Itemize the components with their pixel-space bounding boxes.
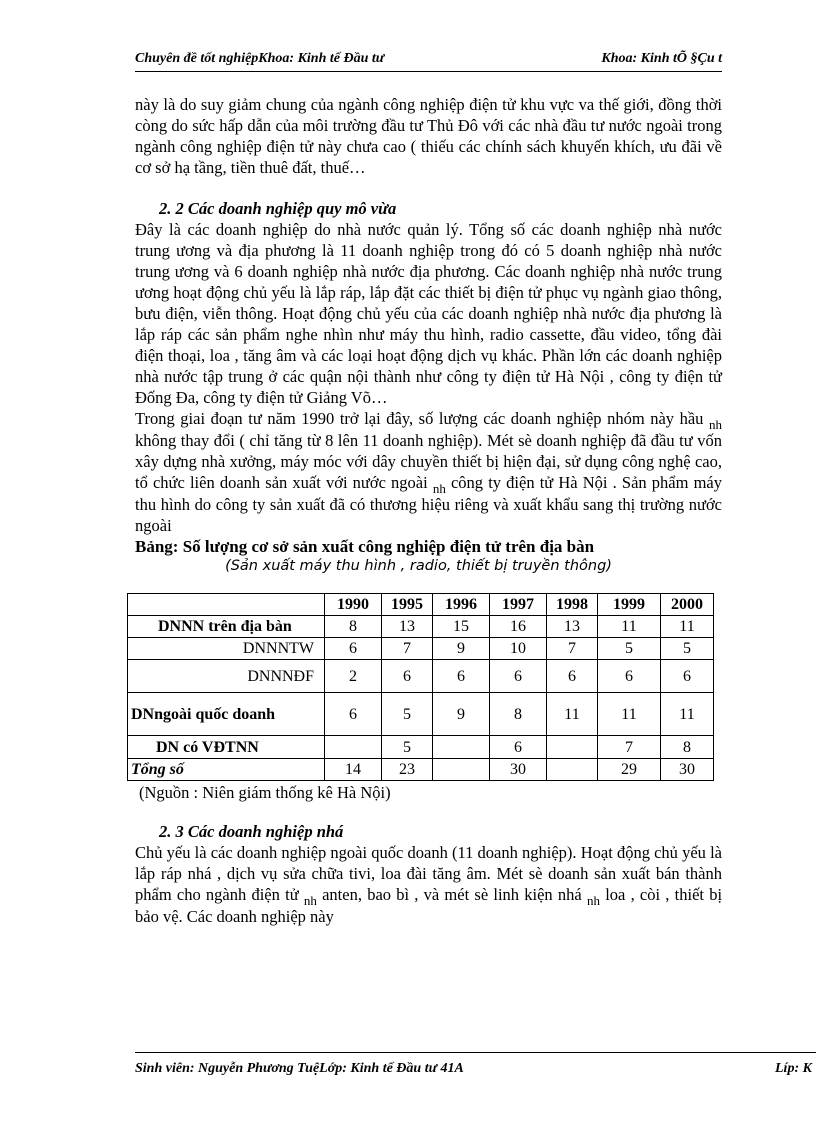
paragraph-3	[135, 408, 722, 536]
table-cell: 11	[661, 616, 714, 638]
table-cell	[547, 759, 598, 781]
year-cell: 2000	[661, 594, 714, 616]
table-cell: 9	[433, 693, 490, 736]
table-cell: 14	[325, 759, 382, 781]
paragraph-4	[135, 842, 722, 927]
table-cell: 6	[598, 660, 661, 693]
paragraph-3-part-b: không thay đổi ( chỉ tăng từ 8 lên 11 doanh nghiệp). Mét sè doanh nghiệp đã đầu tư vốn xây dựng nhà xưởng, máy móc với dây chuyền thiết bị hiện đại, sử dụng công nghệ cao, tổ chức liên doanh sản xuất với nước ngoài	[135, 431, 722, 492]
paragraph-3-sub-2: nh	[432, 481, 446, 496]
table-cell: 8	[661, 736, 714, 759]
row-label: DNNN trên địa bàn	[128, 616, 325, 638]
table-cell: 13	[547, 616, 598, 638]
table-cell: 30	[661, 759, 714, 781]
heading-2-2: 2. 2 Các doanh nghiệp quy mô vừa	[159, 199, 397, 218]
year-cell: 1996	[433, 594, 490, 616]
paragraph-4-sub-1: nh	[303, 893, 317, 908]
table-row	[128, 759, 714, 781]
heading-2-3: 2. 3 Các doanh nghiệp nhá	[159, 822, 344, 841]
row-label: DN có VĐTNN	[128, 736, 325, 759]
table-cell: 6	[433, 660, 490, 693]
table-row	[128, 660, 714, 693]
table-cell	[433, 736, 490, 759]
table-cell: 8	[490, 693, 547, 736]
row-label: Tổng số	[128, 759, 325, 781]
row-label: DNNNĐF	[128, 660, 325, 693]
table-source: (Nguồn : Niên giám thống kê Hà Nội)	[139, 783, 391, 802]
header-right: Khoa: Kinh tÕ §Çu t	[601, 51, 722, 66]
table-cell: 6	[490, 660, 547, 693]
table-cell: 11	[598, 616, 661, 638]
table-cell: 16	[490, 616, 547, 638]
table-cell: 6	[382, 660, 433, 693]
paragraph-4-part-a: Chủ yếu là các doanh nghiệp ngoài quốc doanh (11 doanh nghiệp). Hoạt động chủ yếu là lắp ráp nhá , dịch vụ sửa chữa tivi, loa đài tăng âm. Mét sè doanh sản xuất bán thành phẩm cho ngành điện tử	[135, 843, 722, 904]
table-cell: 10	[490, 638, 547, 660]
table-cell: 6	[547, 660, 598, 693]
year-cell: 1995	[382, 594, 433, 616]
paragraph-3-part-a: Trong giai đoạn tư năm 1990 trở lại đây, số lượng các doanh nghiệp nhóm này hầu	[135, 409, 704, 428]
table-cell: 11	[547, 693, 598, 736]
page-content	[131, 94, 723, 927]
footer-left: Sinh viên: Nguyễn Phương TuệLớp: Kinh tế Đầu tư 41A	[135, 1061, 464, 1076]
table-cell: 5	[382, 736, 433, 759]
table-cell	[325, 736, 382, 759]
table-cell: 7	[598, 736, 661, 759]
paragraph-4-part-c: loa , còi , thiết bị bảo vệ. Các doanh nghiệp này	[135, 885, 723, 926]
table-cell: 7	[382, 638, 433, 660]
table-cell: 15	[433, 616, 490, 638]
paragraph-4-part-b: anten, bao bì , và mét sè linh kiện nhá	[322, 885, 582, 904]
footer-right: Líp: K	[775, 1061, 812, 1076]
row-label: DNNNTW	[128, 638, 325, 660]
table-cell: 7	[547, 638, 598, 660]
table-cell: 5	[598, 638, 661, 660]
table-corner-cell	[128, 594, 325, 616]
table-cell: 30	[490, 759, 547, 781]
year-cell: 1990	[325, 594, 382, 616]
table-row	[128, 638, 714, 660]
year-cell: 1998	[547, 594, 598, 616]
table-cell: 11	[598, 693, 661, 736]
table-header-row	[128, 594, 714, 616]
table-row	[128, 736, 714, 759]
table-cell: 13	[382, 616, 433, 638]
table-cell: 6	[661, 660, 714, 693]
year-cell: 1999	[598, 594, 661, 616]
table-cell: 29	[598, 759, 661, 781]
paragraph-3-sub-1: nh	[709, 417, 722, 432]
paragraph-4-sub-2: nh	[586, 893, 600, 908]
table-cell	[433, 759, 490, 781]
row-label: DNngoài quốc doanh	[128, 693, 325, 736]
table-cell: 6	[490, 736, 547, 759]
header-left: Chuyên đề tốt nghiệpKhoa: Kinh tế Đầu tư	[135, 51, 385, 66]
table-cell: 5	[382, 693, 433, 736]
table-subcaption: (Sản xuất máy thu hình , radio, thiết bị truyền thông)	[225, 558, 612, 574]
table-cell: 6	[325, 693, 382, 736]
table-caption: Bảng: Số lượng cơ sở sản xuất công nghiệp điện tử trên địa bàn	[135, 537, 595, 556]
table-cell	[547, 736, 598, 759]
paragraph-1: này là do suy giảm chung của ngành công nghiệp điện tử khu vực va thế giới, đồng thời còng do sức hấp dẫn của môi trường đầu tư Thủ Đô với các nhà đầu tư nước ngoài trong ngành công nghiệp điện tử này chưa cao ( thiếu các chính sách khuyến khích, ưu đãi về cơ sở hạ tầng, tiền thuê đất, thuế…	[135, 95, 722, 177]
table-row	[128, 693, 714, 736]
page-footer	[135, 1052, 816, 1083]
table-cell: 9	[433, 638, 490, 660]
table-cell: 2	[325, 660, 382, 693]
table-cell: 23	[382, 759, 433, 781]
table-row	[128, 616, 714, 638]
year-cell: 1997	[490, 594, 547, 616]
page-header	[135, 49, 722, 72]
table-cell: 11	[661, 693, 714, 736]
table-cell: 8	[325, 616, 382, 638]
table-cell: 6	[325, 638, 382, 660]
paragraph-2: Đây là các doanh nghiệp do nhà nước quản lý. Tổng số các doanh nghiệp nhà nước trung ương và địa phương là 11 doanh nghiệp trong đó có 5 doanh nghiệp nhà nước trung ương và 6 doanh nghiệp nhà nước địa phương. Các doanh nghiệp nhà nước trung ương hoạt động chủ yếu là lắp ráp, lắp đặt các thiết bị điện tử phục vụ ngành giao thông, bưu điện, viễn thông. Hoạt động chủ yếu của các doanh nghiệp nhà nước địa phương là lắp ráp các sản phẩm nghe nhìn như máy thu hình, radio cassette, đầu video, tổng đài điện thoại, loa , tăng âm và các loại hoạt động dịch vụ khác. Phần lớn các doanh nghiệp nhà nước tập trung ở các quận nội thành như công ty điện tử Hà Nội , công ty điện tử Đống Đa, công ty điện tử Giảng Võ…	[135, 220, 722, 407]
table-cell: 5	[661, 638, 714, 660]
data-table	[127, 593, 714, 781]
paragraph-3-part-c: công ty điện tử Hà Nội . Sản phẩm máy thu hình do công ty sản xuất đã có thương hiệu riêng và xuất khẩu sang thị trường nước ngoài	[135, 473, 722, 535]
